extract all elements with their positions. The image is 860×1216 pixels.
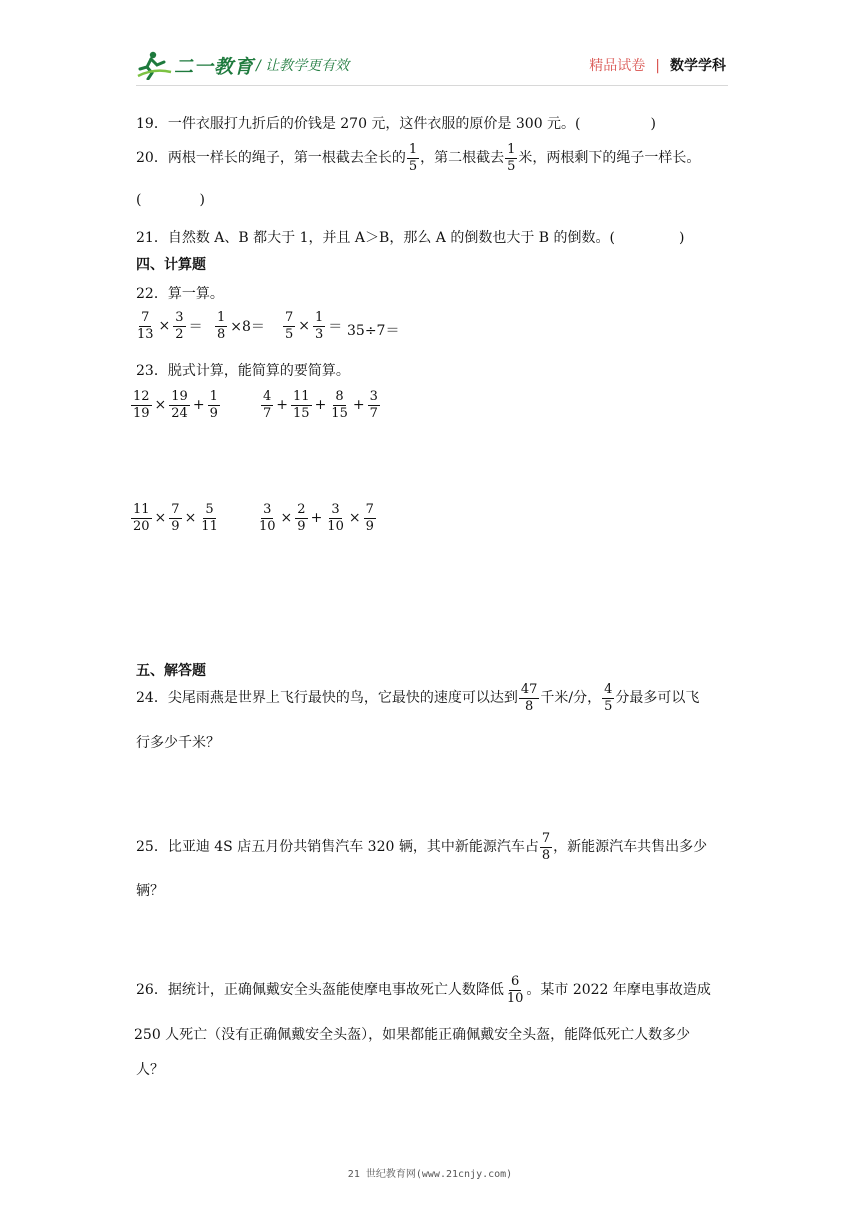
fraction-numerator: 3 — [369, 389, 378, 404]
question-26-line-3: 人？ — [136, 1062, 164, 1078]
question-26-text-2: 。某市 2022 年摩电事故造成 — [526, 982, 711, 999]
equals-sign: ＝ — [328, 319, 343, 336]
fraction-denominator: 5 — [285, 326, 294, 342]
fraction — [519, 683, 540, 713]
question-22-expr-1 — [134, 311, 205, 341]
question-24-text-2: 千米/分， — [540, 690, 602, 707]
fraction-numerator: 7 — [141, 310, 150, 325]
question-25 — [136, 832, 707, 862]
fraction — [295, 503, 307, 533]
question-23-expr-1 — [130, 390, 221, 420]
operator: × — [184, 510, 197, 527]
question-20-text-2: ，第二根截去 — [420, 150, 505, 167]
fraction-denominator: 9 — [297, 518, 306, 534]
fraction-numerator: 4 — [263, 389, 272, 404]
question-20-answer — [136, 192, 205, 208]
fraction-numerator: 11 — [133, 502, 150, 517]
fraction-numerator: 1 — [217, 310, 226, 325]
fraction — [215, 311, 227, 341]
question-22-title: 22．算一算。 — [136, 286, 224, 302]
question-23-expr-2 — [260, 390, 381, 420]
header-separator: | — [655, 58, 660, 74]
fraction-numerator: 3 — [331, 502, 340, 517]
fraction — [364, 503, 376, 533]
question-26-text-1: 26．据统计，正确佩戴安全头盔能使摩电事故死亡人数降低 — [136, 982, 504, 999]
fraction — [208, 390, 220, 420]
fraction-numerator: 7 — [541, 831, 551, 846]
fraction — [169, 390, 190, 420]
section-heading-calculation: 四、计算题 — [136, 257, 206, 273]
fraction-denominator: 8 — [541, 847, 551, 863]
fraction — [135, 311, 156, 341]
question-19-close: ) — [650, 116, 656, 132]
fraction-denominator: 7 — [263, 405, 272, 421]
question-25-line-2: 辆？ — [136, 883, 164, 899]
operator: × — [298, 318, 311, 335]
fraction-denominator: 9 — [209, 405, 218, 421]
logo-text: 二一教育 — [174, 55, 255, 78]
fraction — [291, 390, 312, 420]
fraction-denominator: 8 — [217, 326, 226, 342]
fraction-denominator: 3 — [315, 326, 324, 342]
slogan: / 让教学更有效 — [256, 58, 350, 74]
fraction-numerator: 7 — [285, 310, 294, 325]
expression-rest: ×8＝ — [230, 319, 265, 336]
question-22-expr-3 — [282, 311, 344, 341]
fraction — [313, 311, 325, 341]
fraction — [540, 832, 552, 862]
fraction — [505, 143, 517, 173]
question-26-line-2: 250 人死亡（没有正确佩戴安全头盔），如果都能正确佩戴安全头盔，能降低死亡人数多少 — [134, 1027, 691, 1043]
fraction-denominator: 13 — [137, 326, 154, 342]
question-20-text-1: 20．两根一样长的绳子，第一根截去全长的 — [136, 150, 406, 167]
fraction — [329, 390, 350, 420]
fraction-numerator: 1 — [408, 142, 418, 157]
question-24 — [136, 683, 699, 713]
paren-close: ) — [199, 192, 205, 208]
operator: × — [154, 397, 167, 414]
fraction — [257, 503, 278, 533]
header-tag: 精品试卷 — [589, 58, 646, 74]
fraction-denominator: 7 — [369, 405, 378, 421]
operator: + — [314, 397, 327, 414]
fraction-numerator: 7 — [171, 502, 180, 517]
fraction — [131, 390, 152, 420]
fraction-denominator: 10 — [259, 518, 276, 534]
question-22-expr-2 — [214, 311, 267, 341]
fraction-numerator: 2 — [297, 502, 306, 517]
operator: + — [352, 397, 365, 414]
fraction-numerator: 8 — [335, 389, 344, 404]
fraction-denominator: 9 — [171, 518, 180, 534]
fraction-numerator: 1 — [315, 310, 324, 325]
question-21 — [136, 227, 684, 247]
question-24-line-2: 行多少千米？ — [136, 735, 220, 751]
question-20-text-3: 米，两根剩下的绳子一样长。 — [518, 150, 701, 167]
fraction-denominator: 9 — [365, 518, 374, 534]
fraction-denominator: 19 — [133, 405, 150, 421]
fraction — [199, 503, 220, 533]
fraction-numerator: 3 — [263, 502, 272, 517]
fraction-denominator: 10 — [506, 990, 524, 1006]
question-21-close: ) — [678, 230, 685, 246]
fraction — [368, 390, 380, 420]
question-19-text: 19．一件衣服打九折后的价钱是 270 元，这件衣服的原价是 300 元。( — [136, 116, 581, 132]
question-22-expr-4: 35÷7＝ — [347, 323, 400, 339]
fraction-denominator: 20 — [133, 518, 150, 534]
fraction-denominator: 5 — [408, 158, 418, 174]
fraction-denominator: 15 — [293, 405, 310, 421]
question-25-text-2: ，新能源汽车共售出多少 — [553, 839, 708, 856]
fraction-numerator: 3 — [175, 310, 184, 325]
fraction-denominator: 8 — [524, 698, 534, 714]
question-25-text-1: 25．比亚迪 4S 店五月份共销售汽车 320 辆，其中新能源汽车占 — [136, 839, 539, 856]
fraction-numerator: 6 — [510, 974, 520, 989]
fraction — [505, 975, 526, 1005]
paren-open: ( — [136, 192, 142, 208]
fraction — [169, 503, 181, 533]
fraction — [325, 503, 346, 533]
fraction — [173, 311, 185, 341]
operator: × — [348, 510, 361, 527]
header-divider — [136, 85, 728, 86]
fraction-denominator: 5 — [507, 158, 516, 174]
operator: + — [192, 397, 205, 414]
operator: + — [310, 510, 323, 527]
fraction-numerator: 1 — [209, 389, 218, 404]
question-20 — [136, 143, 700, 173]
fraction-denominator: 15 — [331, 405, 348, 421]
question-21-text: 21．自然数 A、B 都大于 1，并且 A＞B，那么 A 的倒数也大于 B 的倒数。( — [136, 230, 615, 246]
question-24-text-3: 分最多可以飞 — [615, 690, 700, 707]
operator: × — [154, 510, 167, 527]
question-24-text-1: 24．尖尾雨燕是世界上飞行最快的鸟，它最快的速度可以达到 — [136, 690, 518, 707]
question-19 — [136, 113, 656, 133]
fraction-numerator: 19 — [171, 389, 188, 404]
question-23-expr-3 — [130, 503, 221, 533]
operator: + — [276, 397, 289, 414]
fraction-numerator: 7 — [365, 502, 374, 517]
fraction — [602, 683, 614, 713]
runner-logo-icon — [136, 50, 172, 80]
question-23-title: 23．脱式计算，能简算的要简算。 — [136, 363, 350, 379]
fraction-numerator: 1 — [507, 142, 516, 157]
fraction-numerator: 4 — [604, 682, 613, 697]
header-subject: 数学学科 — [670, 58, 726, 74]
equals-sign: ＝ — [188, 319, 203, 336]
fraction-numerator: 47 — [520, 682, 538, 697]
fraction — [407, 143, 419, 173]
fraction — [283, 311, 295, 341]
fraction-numerator: 11 — [293, 389, 310, 404]
fraction-denominator: 24 — [171, 405, 188, 421]
operator: × — [280, 510, 293, 527]
question-26 — [136, 975, 711, 1005]
question-23-expr-4 — [256, 503, 377, 533]
fraction-numerator: 5 — [205, 502, 214, 517]
page-footer: 21 世纪教育网(www.21cnjy.com) — [347, 1169, 513, 1180]
logo — [136, 48, 254, 82]
fraction — [261, 390, 273, 420]
fraction-denominator: 11 — [201, 518, 218, 534]
operator: × — [158, 318, 171, 335]
fraction-denominator: 5 — [604, 698, 613, 714]
fraction — [131, 503, 152, 533]
fraction-denominator: 10 — [327, 518, 344, 534]
section-heading-word-problems: 五、解答题 — [136, 663, 206, 679]
fraction-numerator: 12 — [133, 389, 150, 404]
header-right — [589, 55, 726, 75]
fraction-denominator: 2 — [175, 326, 184, 342]
